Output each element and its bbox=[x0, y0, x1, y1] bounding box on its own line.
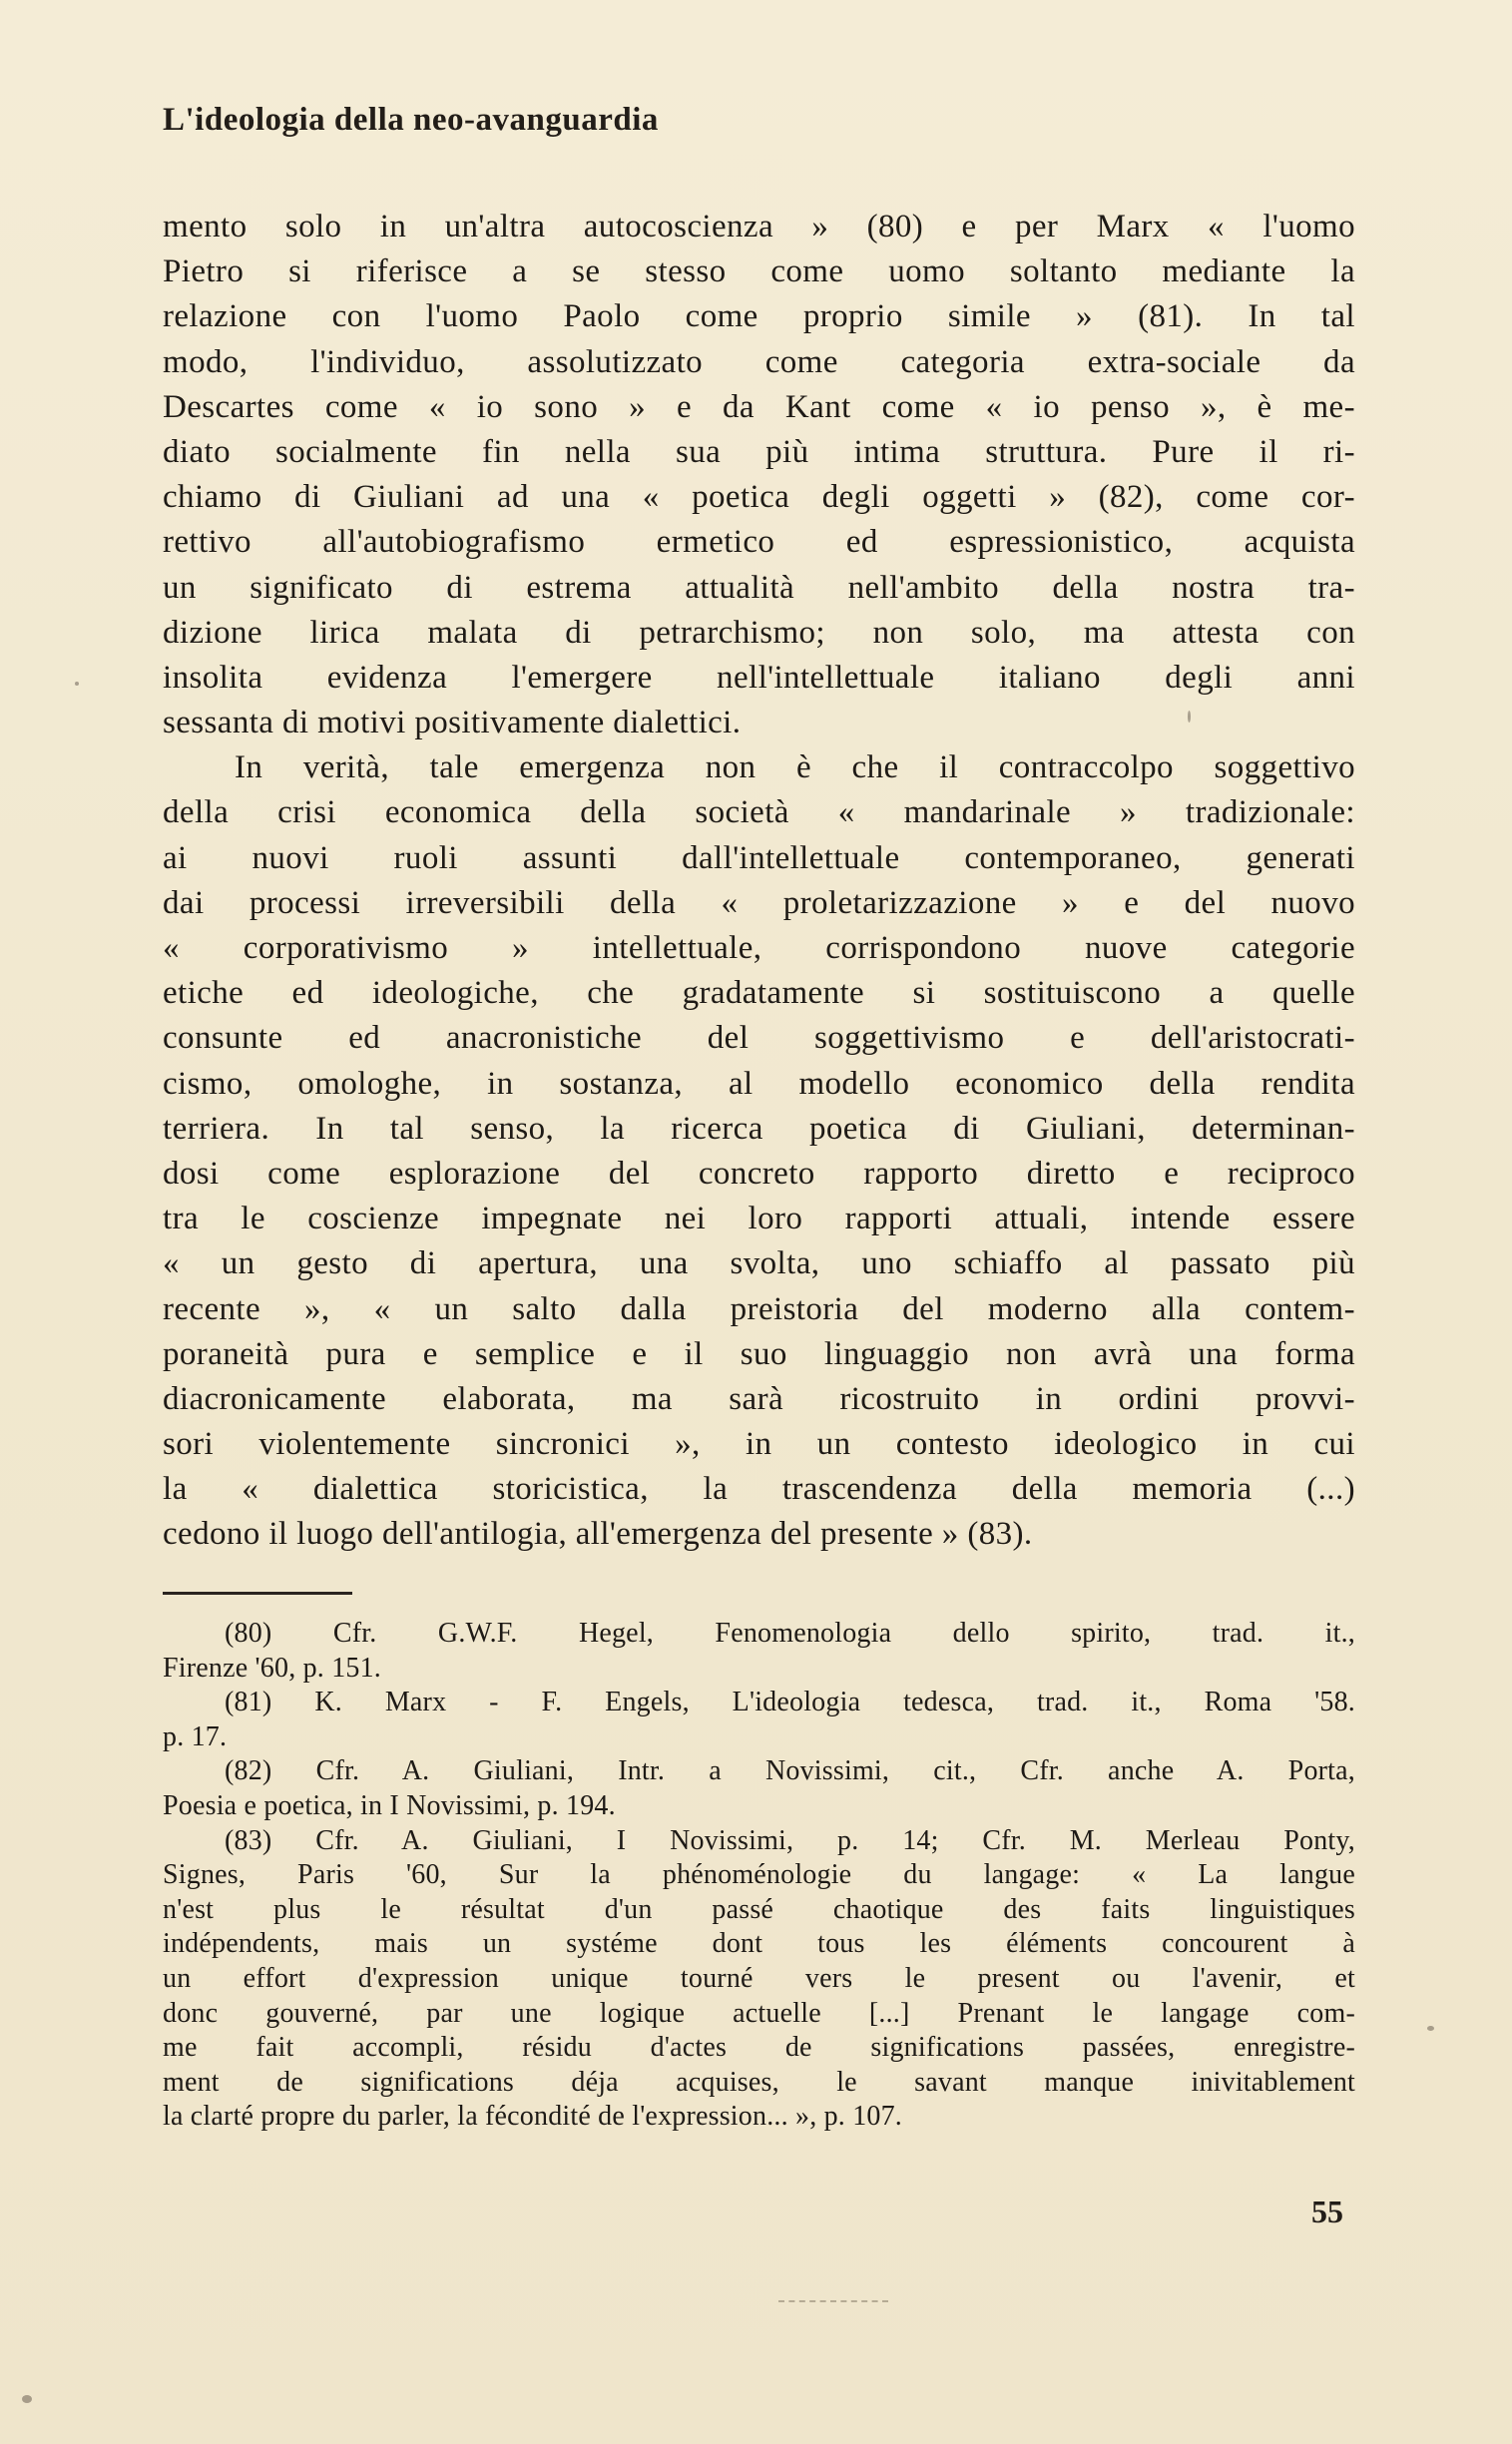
footnote-line: (83) Cfr. A. Giuliani, I Novissimi, p. 14; Cfr. M. Merleau Ponty, bbox=[225, 1824, 1355, 1856]
pencil-mark bbox=[778, 2300, 888, 2302]
body-line: etiche ed ideologiche, che gradatamente si sostituiscono a quelle bbox=[163, 975, 1355, 1012]
body-line: cedono il luogo dell'antilogia, all'emergenza del presente » (83). bbox=[163, 1516, 1033, 1553]
footnote-line: Poesia e poetica, in I Novissimi, p. 194. bbox=[163, 1789, 616, 1821]
body-line: un significato di estrema attualità nell'ambito della nostra tra- bbox=[163, 569, 1355, 606]
paper-speck bbox=[75, 682, 79, 686]
body-line: Pietro si riferisce a se stesso come uomo soltanto mediante la bbox=[163, 253, 1355, 290]
footnote-line: me fait accompli, résidu d'actes de significations passées, enregistre- bbox=[163, 2032, 1355, 2064]
footnote-line: (81) K. Marx - F. Engels, L'ideologia tedesca, trad. it., Roma '58. bbox=[225, 1687, 1355, 1718]
footnote-line: Signes, Paris '60, Sur la phénoménologie du langage: « La langue bbox=[163, 1859, 1355, 1891]
footnotes bbox=[163, 1617, 1355, 2135]
footnote-line: indépendents, mais un systéme dont tous les éléments concourent à bbox=[163, 1928, 1355, 1960]
body-line: recente », « un salto dalla preistoria del moderno alla contem- bbox=[163, 1290, 1355, 1327]
footnote-line: donc gouverné, par une logique actuelle [...] Prenant le langage com- bbox=[163, 1997, 1355, 2029]
body-line: della crisi economica della società « mandarinale » tradizionale: bbox=[163, 794, 1355, 831]
footnote-line: la clarté propre du parler, la fécondité de l'expression... », p. 107. bbox=[163, 2101, 902, 2133]
footnote-separator bbox=[163, 1592, 352, 1595]
body-line: modo, l'individuo, assolutizzato come categoria extra-sociale da bbox=[163, 343, 1355, 380]
body-line: ai nuovi ruoli assunti dall'intellettuale contemporaneo, generati bbox=[163, 839, 1355, 876]
footnote-line: Firenze '60, p. 151. bbox=[163, 1652, 382, 1684]
body-line: insolita evidenza l'emergere nell'intellettuale italiano degli anni bbox=[163, 659, 1355, 696]
body-text bbox=[163, 205, 1355, 1558]
footnote-line: (82) Cfr. A. Giuliani, Intr. a Novissimi, cit., Cfr. anche A. Porta, bbox=[225, 1755, 1355, 1787]
body-line: « un gesto di apertura, una svolta, uno schiaffo al passato più bbox=[163, 1245, 1355, 1282]
body-line: la « dialettica storicistica, la trascendenza della memoria (...) bbox=[163, 1471, 1355, 1508]
body-line: sessanta di motivi positivamente dialettici. bbox=[163, 705, 742, 741]
body-line: diato socialmente fin nella sua più intima struttura. Pure il ri- bbox=[163, 433, 1355, 470]
body-line: Descartes come « io sono » e da Kant come « io penso », è me- bbox=[163, 388, 1355, 425]
paper-speck bbox=[22, 2395, 32, 2403]
body-line: tra le coscienze impegnate nei loro rapporti attuali, intende essere bbox=[163, 1201, 1355, 1237]
body-line: mento solo in un'altra autocoscienza » (80) e per Marx « l'uomo bbox=[163, 209, 1355, 244]
body-line: dosi come esplorazione del concreto rapporto diretto e reciproco bbox=[163, 1155, 1355, 1192]
footnote-line: ment de significations déja acquises, le savant manque inivitablement bbox=[163, 2066, 1355, 2098]
body-line: consunte ed anacronistiche del soggettivismo e dell'aristocrati- bbox=[163, 1020, 1355, 1057]
footnote-line: p. 17. bbox=[163, 1720, 228, 1752]
paper-speck bbox=[1188, 711, 1191, 723]
body-line: relazione con l'uomo Paolo come proprio simile » (81). In tal bbox=[163, 298, 1355, 335]
body-line: rettivo all'autobiografismo ermetico ed espressionistico, acquista bbox=[163, 524, 1355, 561]
body-line: poraneità pura e semplice e il suo linguaggio non avrà una forma bbox=[163, 1335, 1355, 1372]
body-line: cismo, omologhe, in sostanza, al modello economico della rendita bbox=[163, 1065, 1355, 1102]
footnote-line: un effort d'expression unique tourné vers le present ou l'avenir, et bbox=[163, 1962, 1355, 1994]
body-line: dizione lirica malata di petrarchismo; non solo, ma attesta con bbox=[163, 614, 1355, 651]
footnote-line: (80) Cfr. G.W.F. Hegel, Fenomenologia dello spirito, trad. it., bbox=[225, 1618, 1355, 1649]
body-line: chiamo di Giuliani ad una « poetica degli oggetti » (82), come cor- bbox=[163, 479, 1355, 516]
body-line: In verità, tale emergenza non è che il contraccolpo soggettivo bbox=[235, 749, 1355, 786]
paper-speck bbox=[1427, 2026, 1434, 2031]
running-head: L'ideologia della neo-avanguardia bbox=[163, 102, 659, 138]
body-line: dai processi irreversibili della « proletarizzazione » e del nuovo bbox=[163, 884, 1355, 921]
body-line: diacronicamente elaborata, ma sarà ricostruito in ordini provvi- bbox=[163, 1380, 1355, 1417]
page-number: 55 bbox=[1311, 2194, 1343, 2229]
body-line: terriera. In tal senso, la ricerca poetica di Giuliani, determinan- bbox=[163, 1110, 1355, 1147]
body-line: sori violentemente sincronici », in un contesto ideologico in cui bbox=[163, 1426, 1355, 1463]
footnote-line: n'est plus le résultat d'un passé chaotique des faits linguistiques bbox=[163, 1893, 1355, 1925]
body-line: « corporativismo » intellettuale, corrispondono nuove categorie bbox=[163, 930, 1355, 966]
